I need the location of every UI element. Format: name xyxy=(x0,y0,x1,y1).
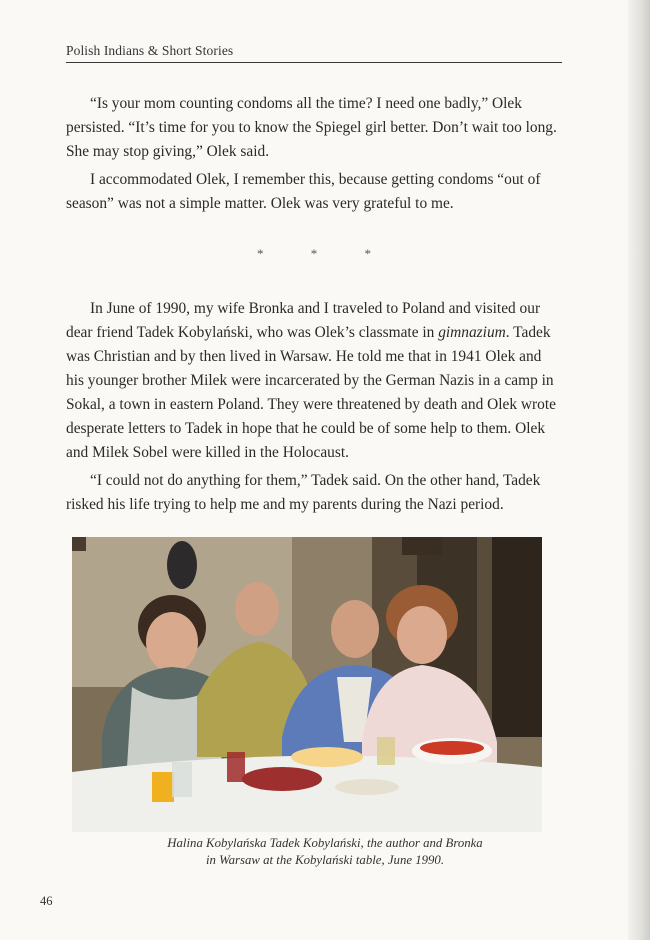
paragraph-2-text: I accommodated Olek, I remember this, because getting condoms “out of season” was not a simple matter. Olek was very grateful to me. xyxy=(66,171,541,212)
family-photo xyxy=(72,537,542,832)
paragraph-3-text-a: In June of 1990, my wife Bronka and I traveled to Poland and visited our dear friend Tadek Kobylański, who was Olek’s classmate in xyxy=(66,300,541,341)
paragraph-1 xyxy=(66,92,562,164)
paragraph-4-text: “I could not do anything for them,” Tadek said. On the other hand, Tadek risked his life trying to help me and my parents during the Nazi period. xyxy=(66,472,541,513)
caption-line-1: Halina Kobylańska Tadek Kobylański, the author and Bronka xyxy=(167,836,483,850)
page-edge-shadow xyxy=(628,0,650,940)
paragraph-2 xyxy=(66,168,562,216)
page-number: 46 xyxy=(40,894,53,908)
paragraph-3-text-b: . Tadek was Christian and by then lived in Warsaw. He told me that in 1941 Olek and his younger brother Milek were incarcerated by the German Nazis in a camp in Sokal, a town in eastern Poland. They were threatened by death and Olek wrote desperate letters to Tadek in hope that he could be of some help to them. Olek and Milek Sobel were killed in the Holocaust. xyxy=(66,324,556,461)
section-break: * * * xyxy=(257,246,393,261)
running-header xyxy=(66,42,562,63)
paragraph-3-text xyxy=(66,297,562,465)
gimnazium-term: gimnazium xyxy=(438,324,506,341)
paragraph-3 xyxy=(66,297,562,465)
caption-line-2: in Warsaw at the Kobylański table, June 1990. xyxy=(205,853,445,867)
paragraph-1-text: “Is your mom counting condoms all the time? I need one badly,” Olek persisted. “It’s time for you to know the Spiegel girl better. Don’t wait too long. She may stop giving,” Olek said. xyxy=(66,95,557,160)
paragraph-4 xyxy=(66,469,562,517)
running-title: Polish Indians & Short Stories xyxy=(66,43,234,58)
photo-caption xyxy=(0,835,650,869)
